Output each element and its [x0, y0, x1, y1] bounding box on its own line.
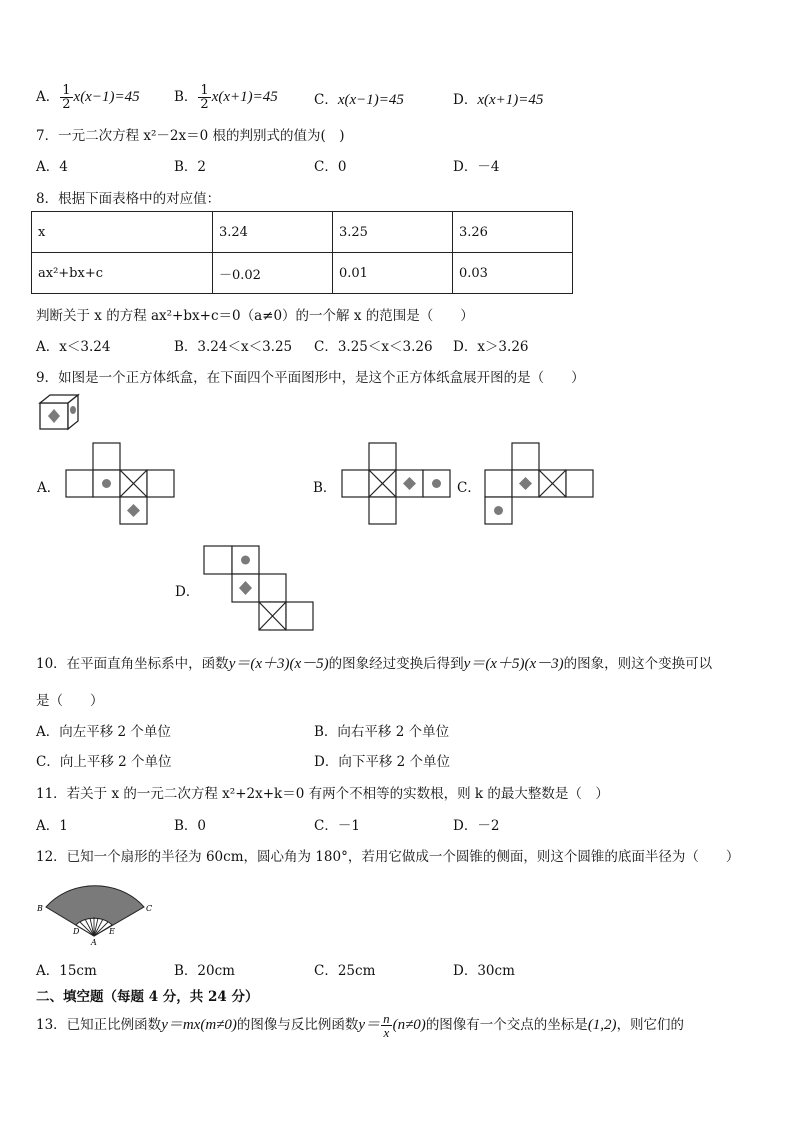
table-cell: x: [32, 212, 213, 253]
q10-stem-line1: 10．在平面直角坐标系中，函数y＝(x＋3)(x－5)的图象经过变换后得到y＝(x＋5)(x－3)的图象，则这个变换可以: [36, 656, 713, 672]
q12-option-a: A．15cm: [36, 963, 97, 979]
q9-option-d-net: [203, 545, 315, 632]
table-cell: 3.25: [333, 212, 453, 253]
q9-option-b-label: B．: [313, 480, 337, 496]
q11-option-a: A．1: [36, 818, 68, 834]
q12-stem: 12．已知一个扇形的半径为 60cm，圆心角为 180°，若用它做成一个圆锥的侧面，则这个圆锥的底面半径为（ ）: [36, 849, 740, 865]
q10-option-a: A．向左平移 2 个单位: [36, 724, 171, 740]
q8-stem: 8．根据下面表格中的对应值：: [36, 191, 221, 207]
section-title: 二、填空题（每题 4 分，共 24 分）: [36, 989, 259, 1005]
table-cell: －0.02: [213, 253, 333, 294]
q9-option-d-label: D．: [175, 584, 200, 600]
q7-option-c: C．0: [314, 159, 347, 175]
q11-option-b: B．0: [174, 818, 207, 834]
label-a: A: [91, 938, 97, 947]
q12-option-c: C．25cm: [314, 963, 376, 979]
table-cell: 3.26: [453, 212, 573, 253]
label-b: B: [37, 904, 43, 913]
q10-function-2: y＝(x＋5)(x－3): [463, 656, 564, 672]
q13-point: (1,2): [587, 1017, 617, 1033]
q11-option-c: C．－1: [314, 818, 360, 834]
table-cell: 0.03: [453, 253, 573, 294]
q10-option-d: D．向下平移 2 个单位: [314, 754, 450, 770]
q7-stem: 7．一元二次方程 x²－2x＝0 根的判别式的值为( ): [36, 128, 345, 144]
q7-option-d: D．－4: [453, 159, 500, 175]
q12-option-b: B．20cm: [174, 963, 235, 979]
q8-option-c: C．3.25＜x＜3.26: [314, 339, 433, 355]
q6-option-c: C．x(x−1)=45: [314, 92, 404, 108]
q9-stem: 9．如图是一个正方体纸盒，在下面四个平面图形中，是这个正方体纸盒展开图的是（ ）: [36, 370, 585, 386]
q9-option-c-label: C．: [457, 480, 481, 496]
q11-option-d: D．－2: [453, 818, 500, 834]
q10-option-b: B．向右平移 2 个单位: [314, 724, 450, 740]
q9-option-a-net: [65, 442, 177, 526]
q9-option-a-label: A．: [37, 480, 61, 496]
table-row: [32, 253, 573, 294]
q9-option-c-net: [484, 442, 596, 526]
label-e: E: [109, 927, 115, 936]
table-cell: ax²+bx+c: [32, 253, 213, 294]
label-d: D: [73, 927, 80, 936]
fan-sector-figure: [36, 874, 156, 946]
q7-option-a: A．4: [36, 159, 68, 175]
q8-option-a: A．x＜3.24: [36, 339, 111, 355]
q6-option-a: A． $\frac{1}{2}$ x(x−1)=45: [36, 83, 140, 112]
table-cell: 0.01: [333, 253, 453, 294]
q11-stem: 11．若关于 x 的一元二次方程 x²+2x+k＝0 有两个不相等的实数根，则 k 的最大整数是（ ）: [36, 786, 609, 802]
table-cell: 3.24: [213, 212, 333, 253]
q6-option-b: B． $\frac{1}{2}$ x(x+1)=45: [174, 83, 278, 112]
q8-option-b: B．3.24＜x＜3.25: [174, 339, 293, 355]
q10-function-1: y＝(x＋3)(x－5): [228, 656, 329, 672]
q6-option-d: D．x(x+1)=45: [453, 92, 544, 108]
q9-option-b-net: [341, 442, 453, 526]
cube-box-figure: [38, 393, 82, 433]
q10-stem-line2: 是（ ）: [36, 693, 104, 709]
table-row: [32, 212, 573, 253]
q8-value-table: [31, 211, 573, 294]
q12-option-d: D．30cm: [453, 963, 515, 979]
q10-option-c: C．向上平移 2 个单位: [36, 754, 172, 770]
q8-question: 判断关于 x 的方程 ax²+bx+c＝0（a≠0）的一个解 x 的范围是（ ）: [36, 308, 474, 324]
q13-stem: 13．已知正比例函数y＝mx(m≠0)的图像与反比例函数y＝ $\frac{n}{x}$ (n≠0)的图像有一个交点的坐标是(1,2)，则它们的: [36, 1011, 685, 1040]
q8-option-d: D．x＞3.26: [453, 339, 529, 355]
label-c: C: [146, 904, 153, 913]
q13-function-1: y＝mx(m≠0): [161, 1017, 237, 1033]
q7-option-b: B．2: [174, 159, 207, 175]
